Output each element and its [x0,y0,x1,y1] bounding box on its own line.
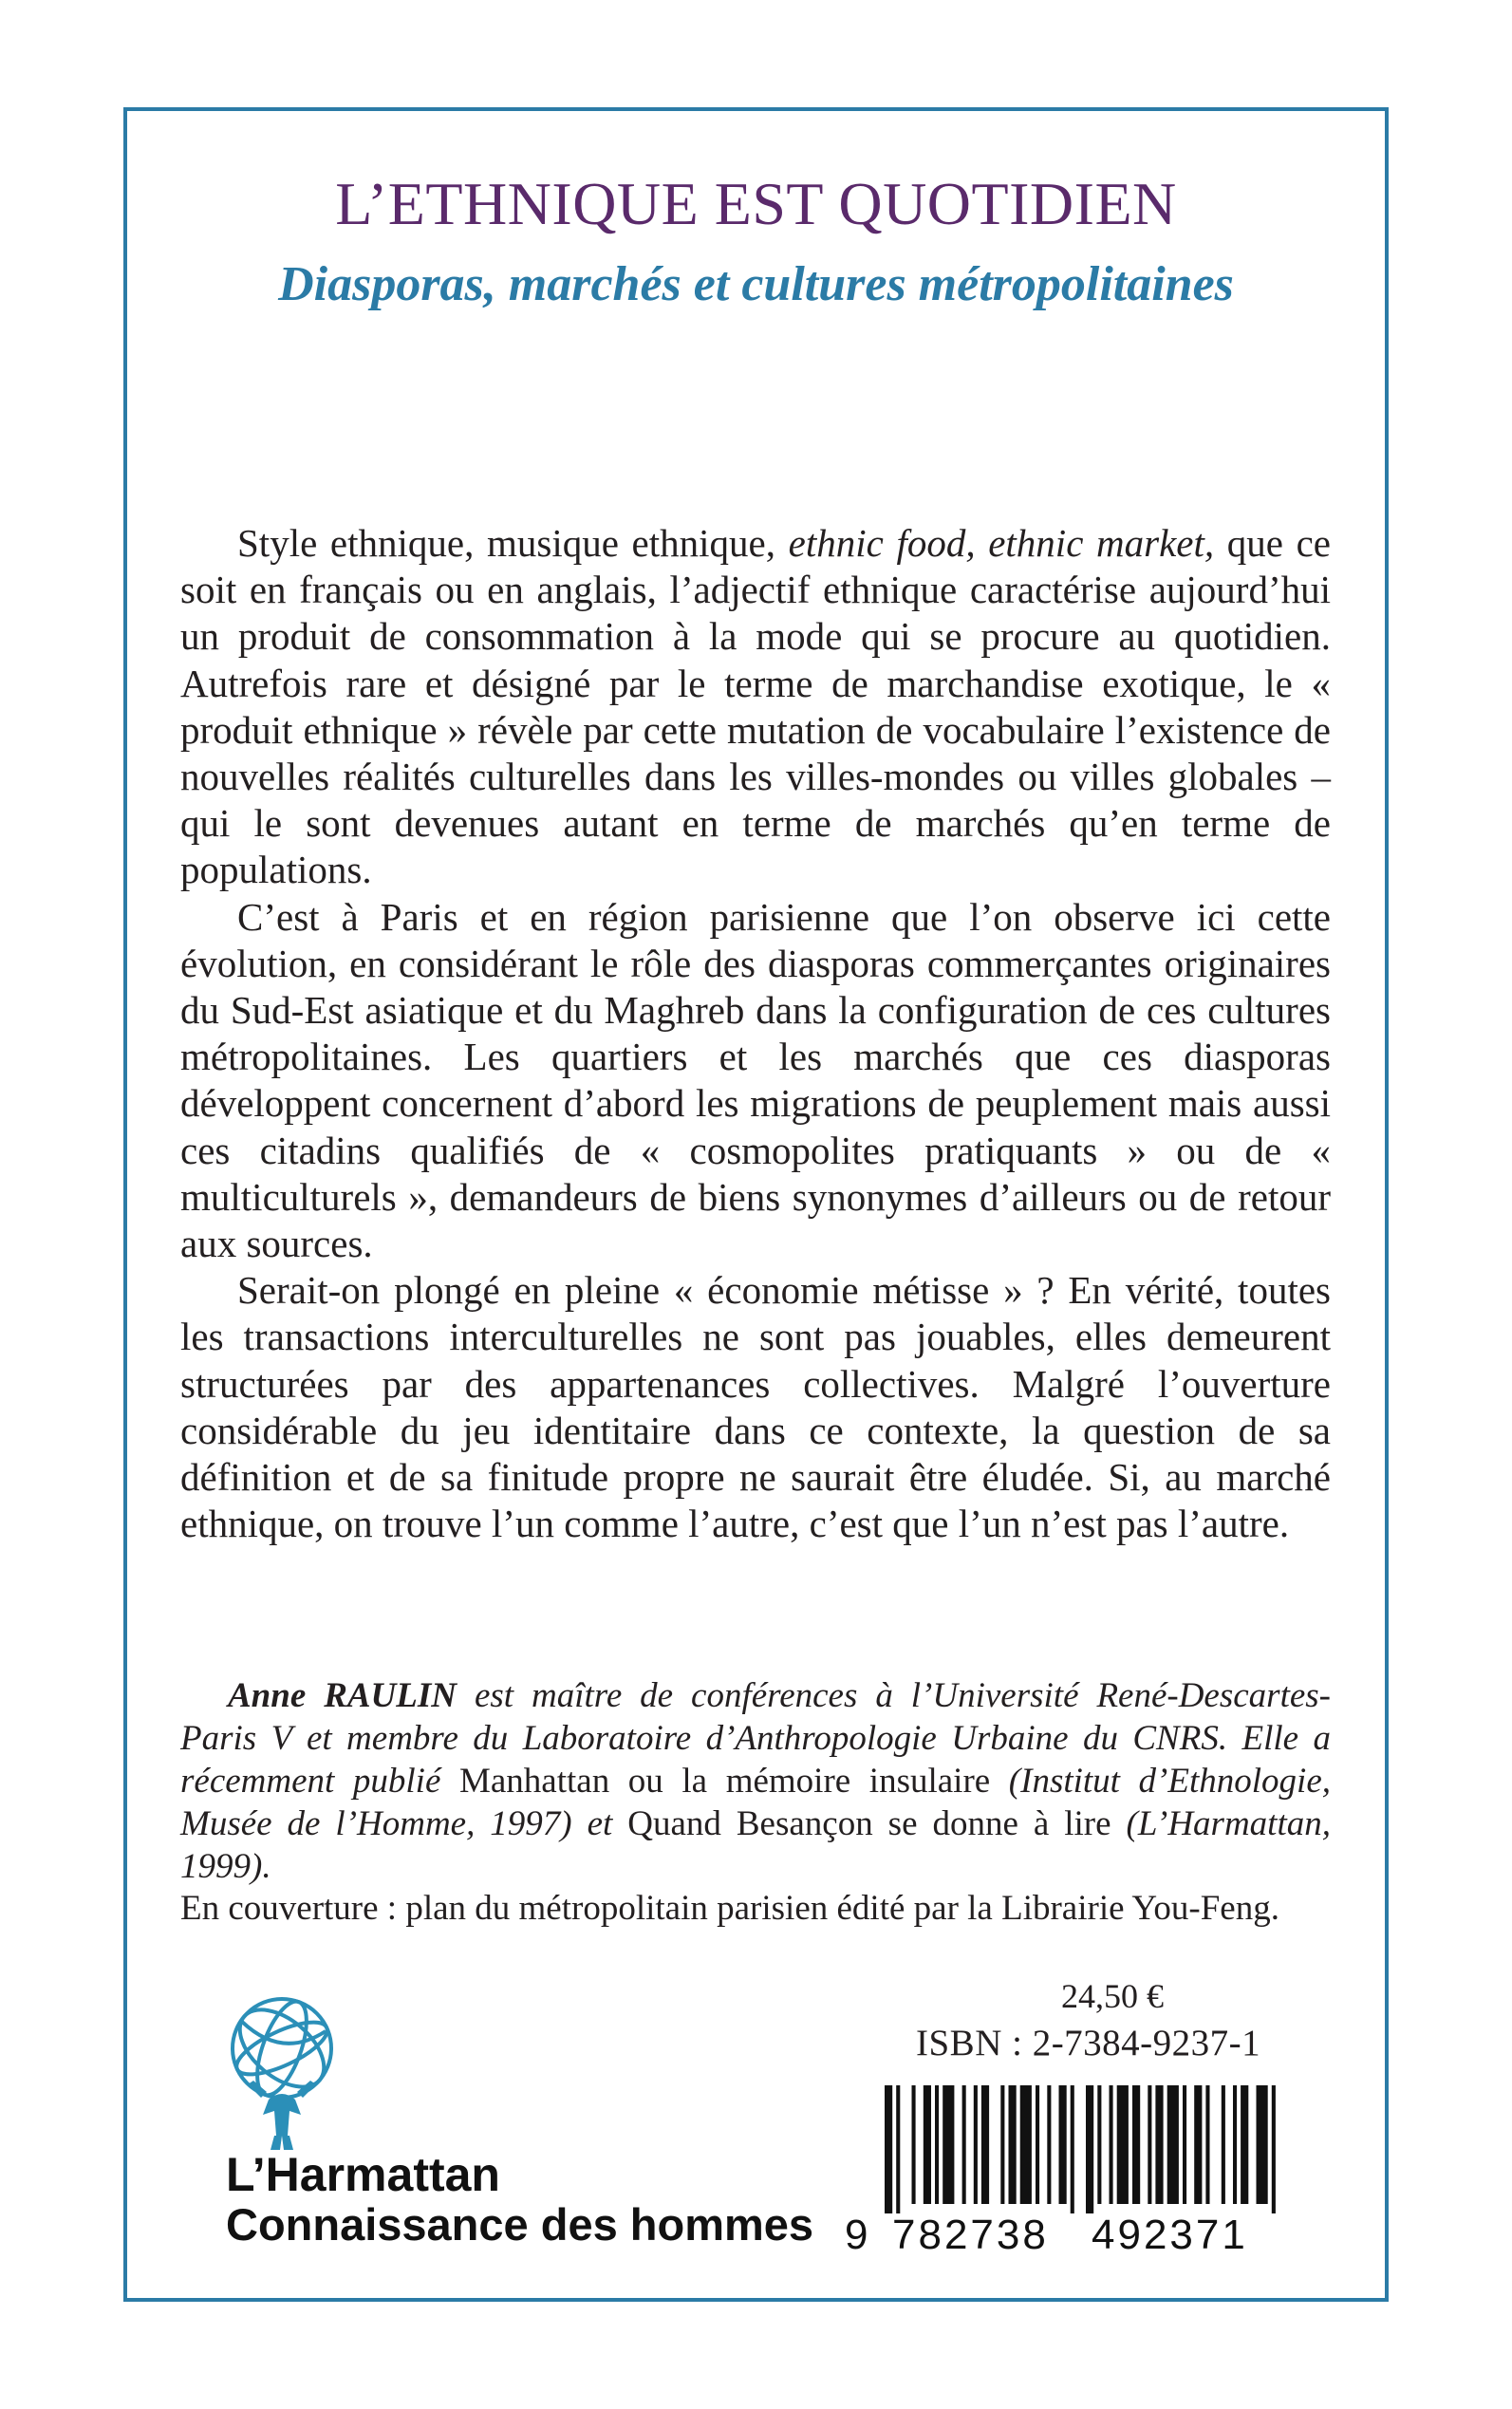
blurb-p1-start: Style ethnique, musique ethnique, [237,521,789,565]
barcode-lead-digit: 9 [845,2212,868,2258]
bio-text-2: (Institut d’Ethnologie, Musée de l’Homme, 1997) et [180,1762,1331,1843]
blurb-p1-italic: ethnic food, ethnic market, [788,521,1215,565]
barcode-right-digits: 492371 [1092,2212,1248,2258]
blurb-p1-rest: que ce soit en français ou en anglais, l’adjectif ethnique caractérise aujourd’hui un produit de consommation à la mode qui se procure au quotidien. Autrefois rare et désigné par le terme de marchandise exotique, le « produit ethnique » révèle par cette mutation de vocabulaire l’existence de nouvelles réalités culturelles dans les villes-mondes ou villes globales – qui le sont devenues autant en terme de marchés qu’en terme de populations. [180,521,1332,892]
cover-credit: En couverture : plan du métropolitain parisien édité par la Librairie You-Feng. [180,1889,1279,1928]
author-name: Anne RAULIN [228,1676,457,1715]
author-bio [180,1674,1331,1888]
barcode-left-digits: 782738 [892,2212,1049,2258]
bio-text-1: est maître de conférences à l’Université René-Descartes-Paris V et membre du Laboratoire d’Anthropologie Urbaine du CNRS. Elle a récemment publié [180,1676,1331,1801]
atlas-globe-icon [214,1993,356,2150]
book-title: L’ETHNIQUE EST QUOTIDIEN [335,170,1177,237]
bio-book-2: Quand Besançon se donne à lire [627,1804,1111,1843]
blurb-paragraph-2: C’est à Paris et en région parisienne que l’on observe ici cette évolution, en considérant le rôle des diasporas commerçantes originaires du Sud-Est asiatique et du Maghreb dans la configuration de ces cultures métropolitaines. Les quartiers et les marchés que ces diasporas développent concernent d’abord les migrations de peuplement mais aussi ces citadins qualifiés de « cosmopolites pratiquants » ou de « multiculturels », demandeurs de biens synonymes d’ailleurs ou de retour aux sources. [180,894,1331,1266]
blurb [180,520,1331,1547]
isbn: ISBN : 2-7384-9237-1 [916,2023,1261,2064]
price: 24,50 € [1061,1977,1164,2015]
bio-text-3: (L’Harmattan, 1999). [180,1804,1331,1886]
publisher-tagline: Connaissance des hommes [226,2199,814,2250]
blurb-paragraph-3: Serait-on plongé en pleine « économie métisse » ? En vérité, toutes les transactions interculturelles ne sont pas jouables, elles demeurent structurées par des appartenances collectives. Malgré l’ouverture considérable du jeu identitaire dans ce contexte, la question de sa définition et de sa finitude propre ne saurait être éludée. Si, au marché ethnique, on trouve l’un comme l’autre, c’est que l’un n’est pas l’autre. [180,1268,1331,1546]
blurb-paragraph-1 [180,520,1331,894]
publisher-name: L’Harmattan [226,2148,500,2201]
bio-book-1: Manhattan ou la mémoire insulaire [458,1762,991,1801]
book-subtitle: Diasporas, marchés et cultures métropolitaines [278,257,1234,311]
barcode [885,2085,1283,2213]
